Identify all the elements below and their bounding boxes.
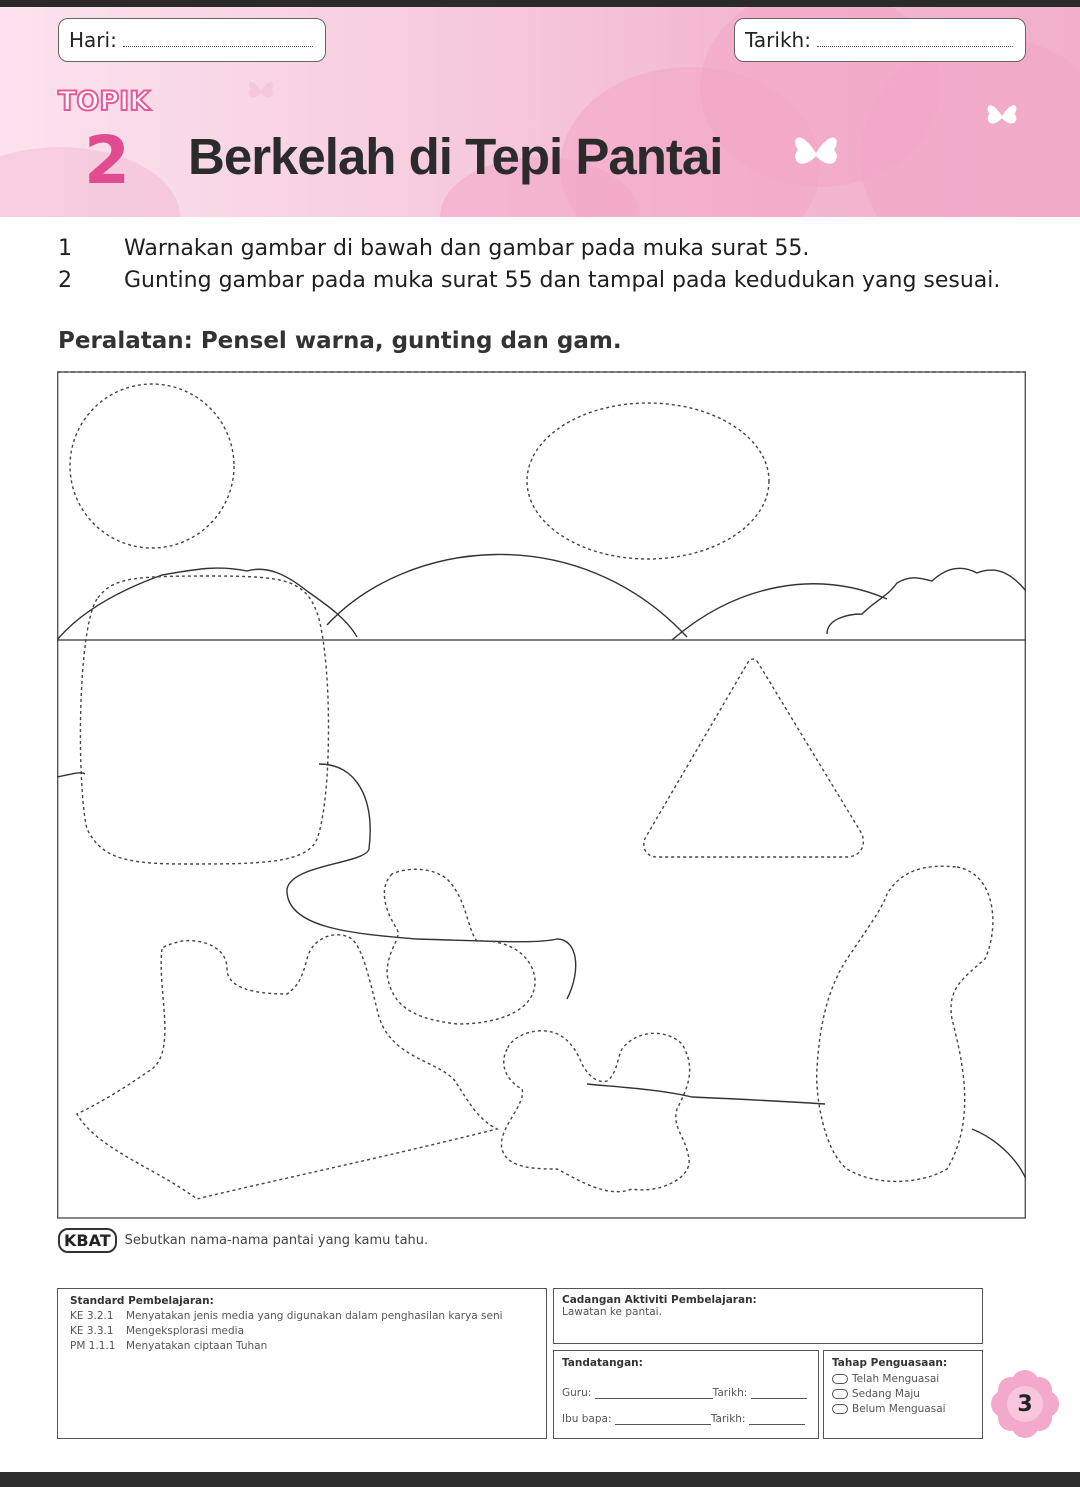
beach-scene-drawing [57,369,1026,1219]
cadangan-text: Lawatan ke pantai. [562,1306,662,1318]
hari-field[interactable] [58,18,326,62]
tahap-option[interactable] [832,1403,974,1415]
guru-signature-row [562,1387,810,1399]
shoreline [972,1129,1026,1179]
top-edge [0,0,1080,7]
butterfly-icon [984,98,1020,134]
crab-outline [501,1031,689,1192]
standard-code: PM 1.1.1 [70,1340,116,1352]
ibubapa-label: Ibu bapa: [562,1413,612,1425]
picnic-mat-outline [77,935,497,1199]
guru-signature-line[interactable] [595,1398,713,1399]
butterfly-icon [790,128,842,178]
tarikh-field[interactable] [734,18,1026,62]
tandatangan-box [553,1350,819,1439]
standard-item [70,1325,534,1337]
hill-shape [672,584,887,640]
tahap-option[interactable] [832,1388,974,1400]
ibubapa-signature-row [562,1413,810,1425]
tarikh-dotted-line [817,34,1013,47]
standard-text: Menyatakan jenis media yang digunakan dalam penghasilan karya seni [126,1310,503,1322]
tahap-penguasaan-box [823,1350,983,1439]
kbat-text: Sebutkan nama-nama pantai yang kamu tahu. [124,1233,429,1248]
hari-dotted-line [123,34,313,47]
cadangan-box [553,1288,983,1344]
standard-item [70,1310,534,1322]
bush-shape [57,568,357,640]
instruction-number: 1 [58,236,72,261]
instruction-text: Warnakan gambar di bawah dan gambar pada muka surat 55. [124,236,810,261]
instruction-2 [58,268,1000,293]
standard-code: KE 3.3.1 [70,1325,114,1337]
umbrella-outline [80,576,328,864]
kbat-question [58,1228,428,1253]
cloud-outline [527,403,769,559]
ibubapa-date-line[interactable] [749,1424,805,1425]
page-number: 3 [1017,1391,1033,1417]
page-title: Berkelah di Tepi Pantai [188,128,723,185]
shoreline [287,764,576,999]
sun-outline [70,384,234,548]
instruction-1 [58,236,809,261]
tahap-option-label: Belum Menguasai [852,1403,946,1415]
tahap-option-label: Sedang Maju [852,1388,920,1400]
option-pill-icon[interactable] [832,1389,848,1399]
hari-label: Hari: [69,28,117,52]
butterfly-icon [246,76,276,106]
peralatan-text: Peralatan: Pensel warna, gunting dan gam. [58,328,622,354]
tandatangan-heading: Tandatangan: [562,1357,643,1369]
tarikh-label: Tarikh: [710,1413,746,1425]
standard-item [70,1340,534,1352]
tahap-heading: Tahap Penguasaan: [832,1357,948,1369]
ibubapa-signature-line[interactable] [615,1424,711,1425]
tahap-option-label: Telah Menguasai [852,1373,940,1385]
instruction-text: Gunting gambar pada muka surat 55 dan tampal pada kedudukan yang sesuai. [124,268,1001,293]
bottle-outline [817,866,993,1181]
bucket-outline [384,869,535,1024]
option-pill-icon[interactable] [832,1404,848,1414]
sailboat-outline [644,659,864,857]
standard-text: Mengeksplorasi media [126,1325,245,1337]
guru-date-line[interactable] [751,1398,807,1399]
standard-heading: Standard Pembelajaran: [70,1295,214,1307]
standard-pembelajaran-box [57,1288,547,1439]
tahap-option[interactable] [832,1373,974,1385]
bush-shape [827,568,1026,634]
scene-frame [58,372,1026,1218]
shoreline [57,773,85,777]
hill-shape [327,554,687,637]
option-pill-icon[interactable] [832,1374,848,1384]
topik-number: 2 [84,122,130,199]
bottom-edge [0,1472,1080,1487]
standard-code: KE 3.2.1 [70,1310,114,1322]
shoreline [587,1084,825,1104]
cadangan-heading: Cadangan Aktiviti Pembelajaran: [562,1294,757,1306]
page-number-badge [991,1370,1059,1438]
instruction-number: 2 [58,268,72,293]
tarikh-label: Tarikh: [745,28,811,52]
kbat-badge: KBAT [58,1228,117,1253]
standard-text: Menyatakan ciptaan Tuhan [126,1340,268,1352]
guru-label: Guru: [562,1387,592,1399]
topik-label: TOPIK [58,86,151,117]
tarikh-label: Tarikh: [712,1387,748,1399]
